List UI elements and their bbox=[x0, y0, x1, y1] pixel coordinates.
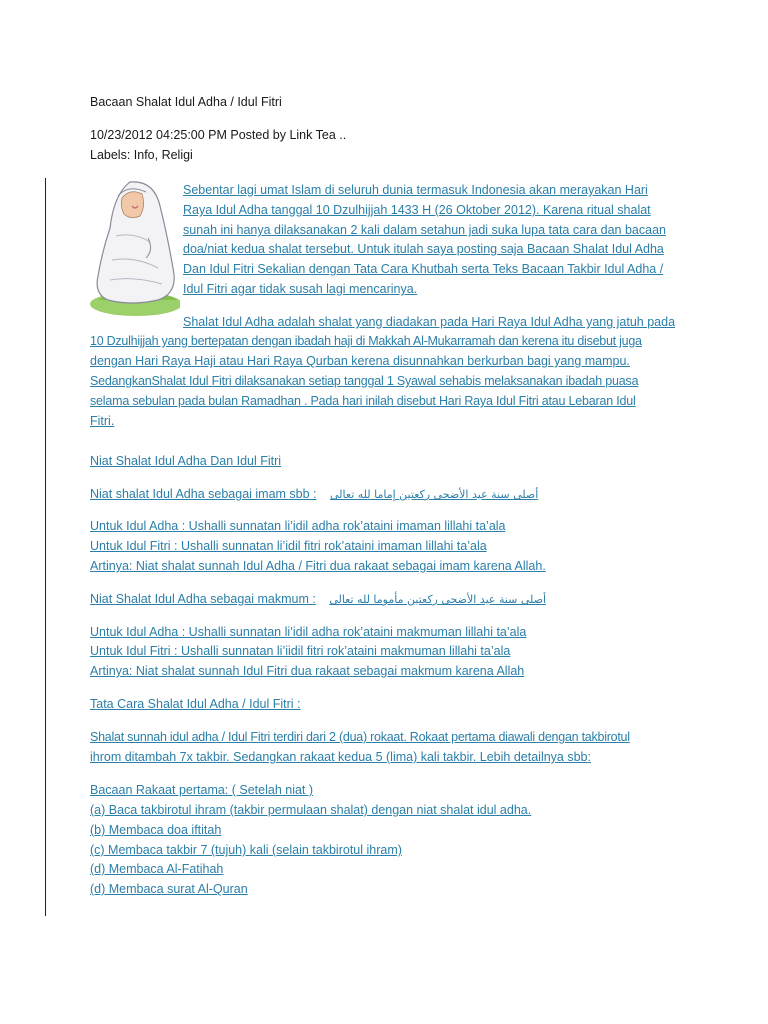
niat-makmum-arabic[interactable]: أصلى سنة عيد الأضحى ركعتين مأموما لله تعالى bbox=[329, 593, 547, 606]
para2-link-5[interactable]: selama sebulan pada bulan Ramadhan . Pada hari inilah disebut Hari Raya Idul Fitri atau Lebaran Idul bbox=[90, 394, 636, 408]
rakaat-line bbox=[90, 861, 223, 877]
intro-link-4[interactable]: doa/niat kedua shalat tersebut. Untuk itulah saya posting saja Bacaan Shalat Idul Adha bbox=[183, 242, 664, 256]
rakaat-line bbox=[90, 822, 221, 838]
margin-rule bbox=[45, 178, 46, 916]
imam-line bbox=[90, 538, 487, 554]
post-meta: 10/23/2012 04:25:00 PM Posted by Link Tea .. bbox=[90, 128, 347, 142]
makmum-link-3[interactable]: Artinya: Niat shalat sunnah Idul Fitri dua rakaat sebagai makmum karena Allah bbox=[90, 664, 525, 678]
para2-line bbox=[90, 393, 636, 409]
face-shape bbox=[121, 192, 143, 218]
imam-link-1[interactable]: Untuk Idul Adha : Ushalli sunnatan li’idil adha rok’ataini imaman lillahi ta’ala bbox=[90, 519, 506, 533]
tata-line bbox=[90, 729, 630, 745]
post-title: Bacaan Shalat Idul Adha / Idul Fitri bbox=[90, 95, 282, 109]
intro-line bbox=[183, 261, 663, 277]
intro-line bbox=[183, 202, 651, 218]
tata-heading bbox=[90, 696, 301, 712]
makmum-line bbox=[90, 643, 510, 659]
rakaat-line bbox=[90, 802, 531, 818]
tata-link-1[interactable]: Shalat sunnah idul adha / Idul Fitri terdiri dari 2 (dua) rokaat. Rokaat pertama diawali dengan takbirotul bbox=[90, 730, 630, 744]
para2-link-3[interactable]: dengan Hari Raya Haji atau Hari Raya Qurban kerena disunnahkan berkurban bagi yang mampu. bbox=[90, 354, 630, 368]
niat-heading bbox=[90, 453, 281, 469]
makmum-link-2[interactable]: Untuk Idul Fitri : Ushalli sunnatan li’iidil fitri rok’ataini makmuman lillahi ta’ala bbox=[90, 644, 511, 658]
niat-heading-link[interactable]: Niat Shalat Idul Adha Dan Idul Fitri bbox=[90, 454, 282, 468]
para2-link-2[interactable]: 10 Dzulhijjah yang bertepatan dengan ibadah haji di Makkah Al-Mukarramah dan kerena itu disebut juga bbox=[90, 334, 642, 348]
tata-line bbox=[90, 749, 591, 765]
para2-link-6[interactable]: Fitri. bbox=[90, 414, 115, 428]
para2-line bbox=[90, 413, 114, 429]
intro-link-5[interactable]: Dan Idul Fitri Sekalian dengan Tata Cara Khutbah serta Teks Bacaan Takbir Idul Adha / bbox=[183, 262, 664, 276]
post-labels: Labels: Info, Religi bbox=[90, 148, 193, 162]
rakaat-link-2[interactable]: (a) Baca takbirotul ihram (takbir permulaan shalat) dengan niat shalat idul adha. bbox=[90, 803, 532, 817]
makmum-line bbox=[90, 624, 526, 640]
para2-line bbox=[90, 353, 630, 369]
niat-makmum-link[interactable]: Niat Shalat Idul Adha sebagai makmum : bbox=[90, 592, 316, 606]
rakaat-link-1[interactable]: Bacaan Rakaat pertama: ( Setelah niat ) bbox=[90, 783, 314, 797]
intro-line bbox=[183, 281, 417, 297]
makmum-line bbox=[90, 663, 524, 679]
makmum-link-1[interactable]: Untuk Idul Adha : Ushalli sunnatan li’idil adha rok’ataini makmuman lillahi ta’ala bbox=[90, 625, 527, 639]
para2-line bbox=[183, 314, 675, 330]
para2-link-1[interactable]: Shalat Idul Adha adalah shalat yang diadakan pada Hari Raya Idul Adha yang jatuh pada bbox=[183, 315, 676, 329]
intro-line bbox=[183, 222, 666, 238]
intro-link-3[interactable]: sunah ini hanya dilaksanakan 2 kali dalam setahun jadi suka lupa tata cara dan bacaan bbox=[183, 223, 666, 237]
imam-line bbox=[90, 558, 546, 574]
intro-line bbox=[183, 182, 648, 198]
rakaat-link-5[interactable]: (d) Membaca Al-Fatihah bbox=[90, 862, 224, 876]
imam-link-3[interactable]: Artinya: Niat shalat sunnah Idul Adha / Fitri dua rakaat sebagai imam karena Allah. bbox=[90, 559, 546, 573]
intro-link-1[interactable]: Sebentar lagi umat Islam di seluruh dunia termasuk Indonesia akan merayakan Hari bbox=[183, 183, 648, 197]
para2-line bbox=[90, 373, 638, 389]
tata-link-2[interactable]: ihrom ditambah 7x takbir. Sedangkan rakaat kedua 5 (lima) kali takbir. Lebih detailnya sbb: bbox=[90, 750, 591, 764]
tata-heading-link[interactable]: Tata Cara Shalat Idul Adha / Idul Fitri : bbox=[90, 697, 301, 711]
intro-link-2[interactable]: Raya Idul Adha tanggal 10 Dzulhijjah 1433 H (26 Oktober 2012). Karena ritual shalat bbox=[183, 203, 651, 217]
woman-praying-illustration bbox=[88, 176, 180, 318]
rakaat-line bbox=[90, 881, 248, 897]
rakaat-link-4[interactable]: (c) Membaca takbir 7 (tujuh) kali (selain takbirotul ihram) bbox=[90, 843, 402, 857]
rakaat-link-3[interactable]: (b) Membaca doa iftitah bbox=[90, 823, 222, 837]
rakaat-line bbox=[90, 782, 313, 798]
intro-link-6[interactable]: Idul Fitri agar tidak susah lagi mencarinya. bbox=[183, 282, 418, 296]
niat-imam-line bbox=[90, 486, 538, 503]
rakaat-link-6[interactable]: (d) Membaca surat Al-Quran bbox=[90, 882, 248, 896]
niat-imam-arabic[interactable]: أصلى سنة عيد الأضحى ركعتين إماما لله تعالى bbox=[330, 488, 539, 501]
para2-line bbox=[90, 333, 642, 349]
para2-link-4[interactable]: SedangkanShalat Idul Fitri dilaksanakan setiap tanggal 1 Syawal sehabis melaksanakan ibadah puasa bbox=[90, 374, 639, 388]
niat-imam-link[interactable]: Niat shalat Idul Adha sebagai imam sbb : bbox=[90, 487, 317, 501]
imam-line bbox=[90, 518, 506, 534]
niat-makmum-line bbox=[90, 591, 546, 608]
intro-line bbox=[183, 241, 664, 257]
rakaat-line bbox=[90, 842, 402, 858]
imam-link-2[interactable]: Untuk Idul Fitri : Ushalli sunnatan li’idil fitri rok’ataini imaman lillahi ta’ala bbox=[90, 539, 487, 553]
